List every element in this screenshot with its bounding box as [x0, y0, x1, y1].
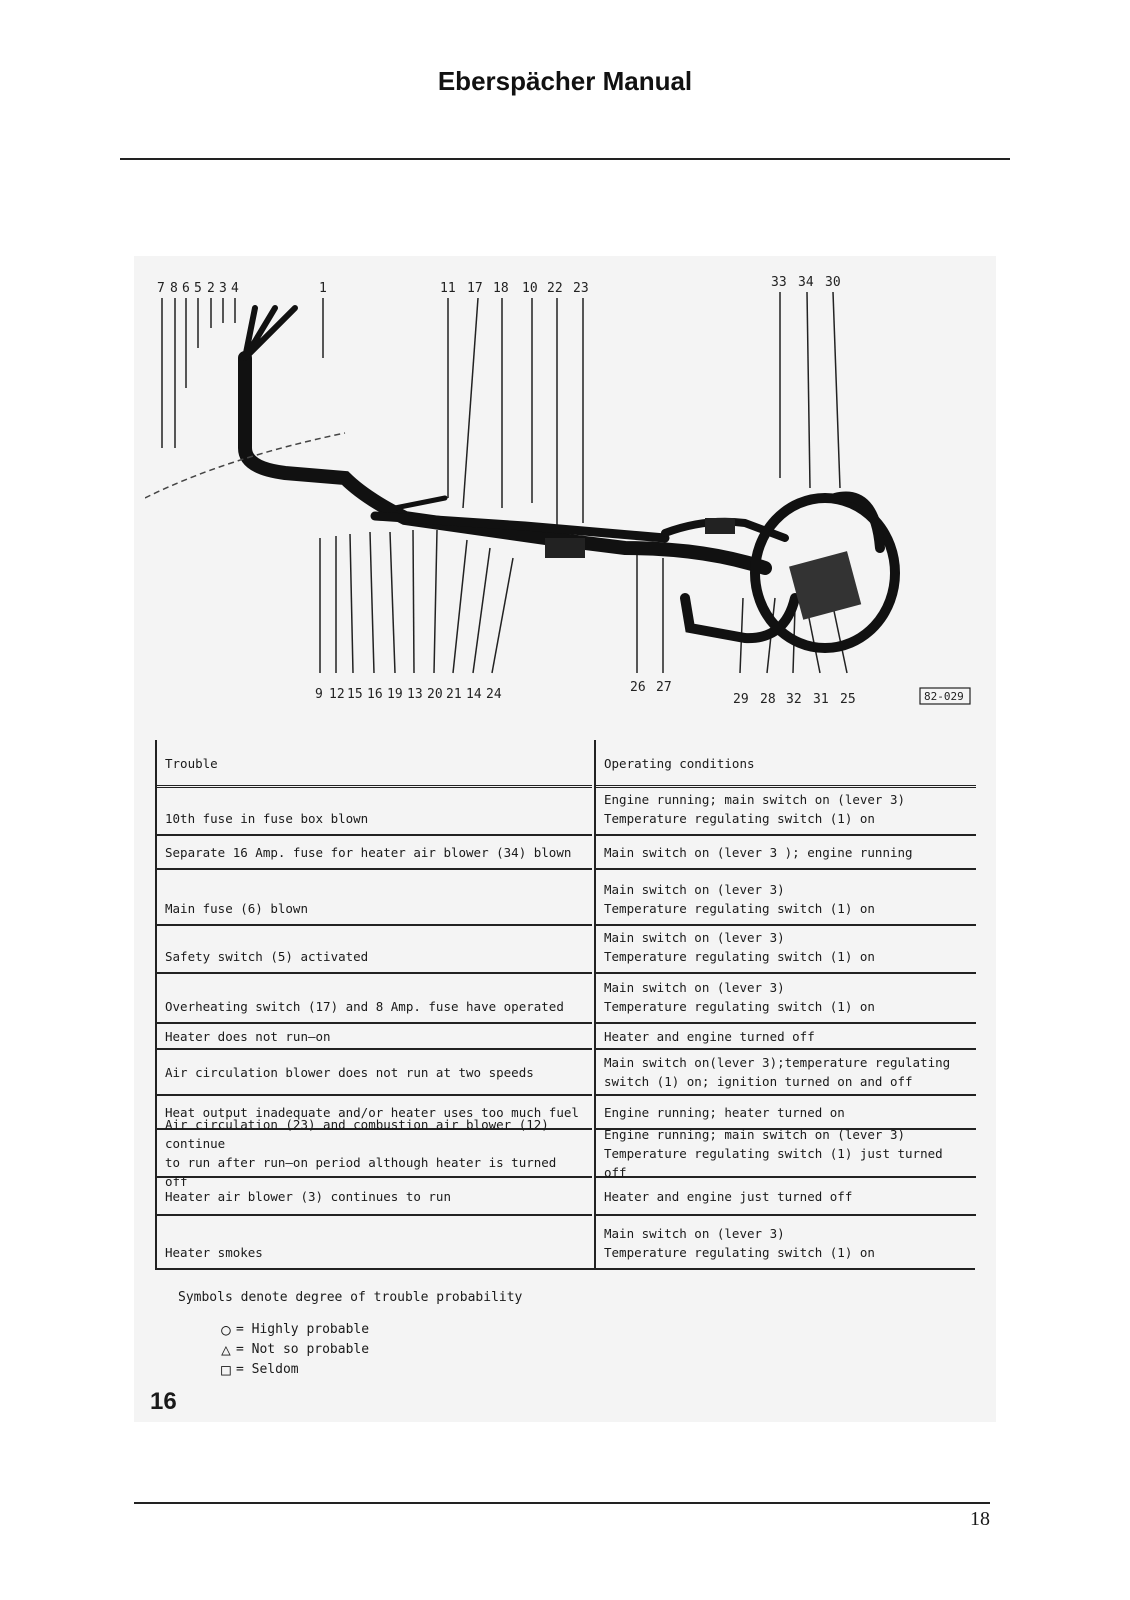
conditions-header: Operating conditions	[596, 740, 976, 788]
table-bottom-rule	[155, 1268, 975, 1270]
callout-21: 21	[446, 687, 462, 702]
condition-row: Main switch on (lever 3) Temperature regulating switch (1) on	[596, 926, 976, 974]
callout-12: 12	[329, 687, 345, 702]
trouble-row: Separate 16 Amp. fuse for heater air blower (34) blown	[157, 836, 592, 870]
callout-6: 6	[182, 281, 190, 296]
callout-26: 26	[630, 680, 646, 695]
legend-text: = Highly probable	[236, 1322, 370, 1337]
condition-row: Main switch on (lever 3) Temperature regulating switch (1) on	[604, 1226, 875, 1260]
condition-row: Engine running; main switch on (lever 3) Temperature regulating switch (1) just turned off	[596, 1130, 976, 1178]
condition-row: Main switch on (lever 3) Temperature regulating switch (1) on	[596, 870, 976, 926]
callout-30: 30	[825, 275, 841, 290]
trouble-row: Main fuse (6) blown	[157, 870, 592, 926]
callout-31: 31	[813, 692, 829, 707]
callout-29: 29	[733, 692, 749, 707]
callout-2: 2	[207, 281, 215, 296]
heater-system-diagram	[145, 268, 980, 723]
condition-row: Heater and engine just turned off	[596, 1178, 976, 1216]
trouble-row: 10th fuse in fuse box blown	[157, 788, 592, 836]
page-number: 18	[970, 1508, 990, 1530]
callout-24: 24	[486, 687, 502, 702]
callout-34: 34	[798, 275, 814, 290]
callout-13: 13	[407, 687, 423, 702]
callout-3: 3	[219, 281, 227, 296]
trouble-header: Trouble	[157, 740, 592, 788]
callout-20: 20	[427, 687, 443, 702]
callout-25: 25	[840, 692, 856, 707]
legend-item	[216, 1360, 369, 1380]
callout-7: 7	[157, 281, 165, 296]
condition-row: Main switch on (lever 3) Temperature regulating switch (1) on	[596, 974, 976, 1024]
manual-page-number: 16	[150, 1388, 177, 1415]
callout-19: 19	[387, 687, 403, 702]
callout-27: 27	[656, 680, 672, 695]
trouble-row: Heat output inadequate and/or heater uses too much fuel	[157, 1096, 592, 1130]
diagram-svg	[145, 268, 980, 723]
legend-intro: Symbols denote degree of trouble probability	[178, 1290, 523, 1305]
square-icon: □	[221, 1360, 231, 1379]
trouble-row: Heater smokes	[165, 1245, 263, 1260]
callout-23: 23	[573, 281, 589, 296]
callout-4: 4	[231, 281, 239, 296]
callout-18: 18	[493, 281, 509, 296]
callout-15: 15	[347, 687, 363, 702]
circle-icon: ○	[221, 1320, 231, 1339]
condition-row: Engine running; heater turned on	[596, 1096, 976, 1130]
legend-item	[216, 1320, 369, 1340]
legend	[216, 1320, 369, 1380]
trouble-row: Air circulation (23) and combustion air blower (12) continue to run after run—on period although heater is turned off	[157, 1130, 592, 1178]
trouble-column	[155, 740, 592, 1268]
callout-8: 8	[170, 281, 178, 296]
page-title: Eberspächer Manual	[437, 66, 693, 96]
callout-11: 11	[440, 281, 456, 296]
callout-17: 17	[467, 281, 483, 296]
trouble-row: Heater does not run—on	[157, 1024, 592, 1050]
header-rule	[120, 158, 1010, 160]
trouble-row: Overheating switch (17) and 8 Amp. fuse have operated	[157, 974, 592, 1024]
callout-32: 32	[786, 692, 802, 707]
callout-22: 22	[547, 281, 563, 296]
figure-code: 82-029	[924, 690, 964, 703]
footer-rule	[134, 1502, 990, 1504]
condition-row: Heater and engine turned off	[596, 1024, 976, 1050]
legend-item	[216, 1340, 369, 1360]
callout-1: 1	[319, 281, 327, 296]
legend-text: = Seldom	[236, 1362, 299, 1377]
trouble-row: Heater air blower (3) continues to run	[157, 1178, 592, 1216]
condition-row: Main switch on (lever 3 ); engine running	[596, 836, 976, 870]
legend-text: = Not so probable	[236, 1342, 370, 1357]
trouble-row: Air circulation blower does not run at two speeds	[157, 1050, 592, 1096]
trouble-row: Safety switch (5) activated	[157, 926, 592, 974]
callout-28: 28	[760, 692, 776, 707]
conditions-column	[594, 740, 976, 1268]
condition-row: Main switch on(lever 3);temperature regulating switch (1) on; ignition turned on and off	[596, 1050, 976, 1096]
callout-16: 16	[367, 687, 383, 702]
callout-10: 10	[522, 281, 538, 296]
callout-14: 14	[466, 687, 482, 702]
condition-row: Engine running; main switch on (lever 3) Temperature regulating switch (1) on	[596, 788, 976, 836]
callout-33: 33	[771, 275, 787, 290]
callout-9: 9	[315, 687, 323, 702]
callout-5: 5	[194, 281, 202, 296]
triangle-icon: △	[221, 1340, 231, 1359]
